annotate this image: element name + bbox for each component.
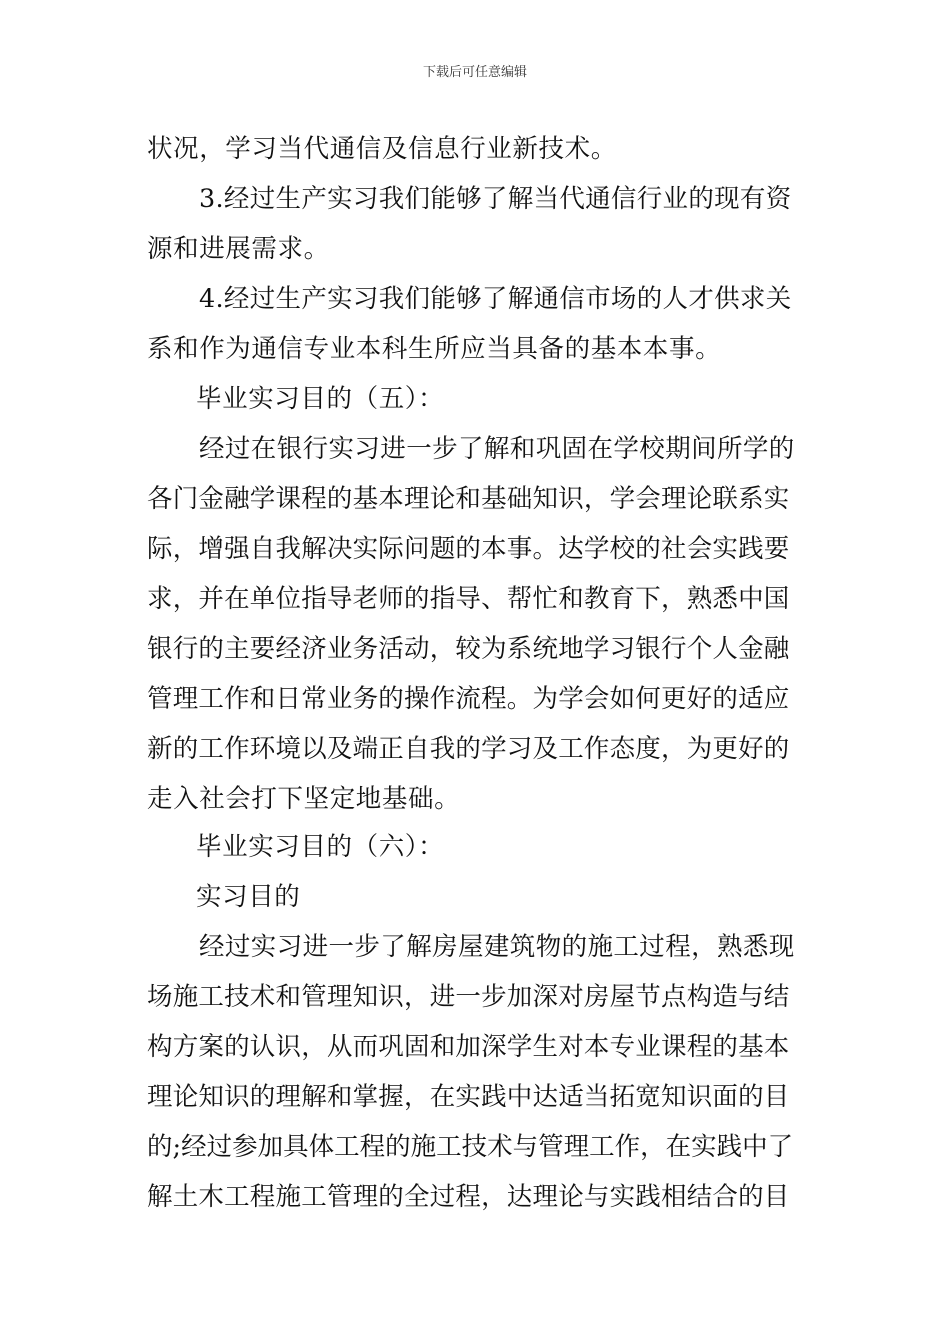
subheading: 实习目的 bbox=[196, 882, 301, 912]
text-line: 理论知识的理解和掌握，在实践中达适当拓宽知识面的目 bbox=[147, 1082, 790, 1112]
text-line: 经过实习进一步了解房屋建筑物的施工过程，熟悉现 bbox=[199, 932, 795, 962]
text-line: 各门金融学课程的基本理论和基础知识，学会理论联系实 bbox=[147, 484, 790, 514]
text-line: 4.经过生产实习我们能够了解通信市场的人才供求关 bbox=[199, 284, 792, 314]
text-line: 管理工作和日常业务的操作流程。为学会如何更好的适应 bbox=[147, 684, 790, 714]
text-line: 际，增强自我解决实际问题的本事。达学校的社会实践要 bbox=[147, 534, 790, 564]
text-line: 解土木工程施工管理的全过程，达理论与实践相结合的目 bbox=[147, 1182, 790, 1212]
text-line: 新的工作环境以及端正自我的学习及工作态度，为更好的 bbox=[147, 734, 790, 764]
text-line: 求，并在单位指导老师的指导、帮忙和教育下，熟悉中国 bbox=[147, 584, 790, 614]
text-line: 构方案的认识，从而巩固和加深学生对本专业课程的基本 bbox=[147, 1032, 790, 1062]
section-heading: 毕业实习目的（六）： bbox=[196, 832, 445, 862]
text-line: 场施工技术和管理知识，进一步加深对房屋节点构造与结 bbox=[147, 982, 790, 1012]
text-line: 银行的主要经济业务活动，较为系统地学习银行个人金融 bbox=[147, 634, 790, 664]
text-line: 3.经过生产实习我们能够了解当代通信行业的现有资 bbox=[199, 184, 792, 214]
text-line: 经过在银行实习进一步了解和巩固在学校期间所学的 bbox=[199, 434, 795, 464]
text-line: 状况，学习当代通信及信息行业新技术。 bbox=[147, 134, 617, 164]
text-line: 走入社会打下坚定地基础。 bbox=[147, 784, 461, 814]
text-line: 系和作为通信专业本科生所应当具备的基本本事。 bbox=[147, 334, 722, 364]
page-header: 下载后可任意编辑 bbox=[422, 65, 527, 80]
text-line: 的;经过参加具体工程的施工技术与管理工作，在实践中了 bbox=[147, 1132, 794, 1162]
section-heading: 毕业实习目的（五）： bbox=[196, 384, 445, 414]
text-line: 源和进展需求。 bbox=[147, 234, 330, 264]
